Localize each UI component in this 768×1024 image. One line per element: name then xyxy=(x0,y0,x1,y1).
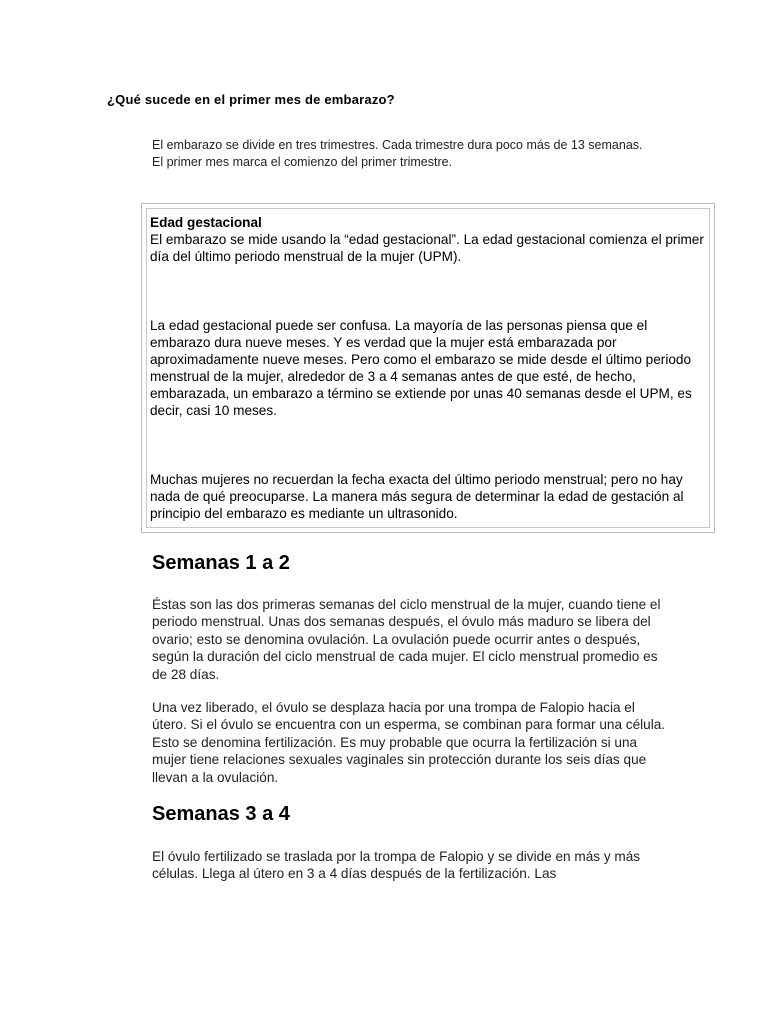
section-heading-weeks-3-4: Semanas 3 a 4 xyxy=(152,803,290,825)
gestational-age-paragraph: La edad gestacional puede ser confusa. La mayoría de las personas piensa que el embarazo dura nueve meses. Y es verdad que la mujer está embarazada por aproximadamente nueve meses. Pero como el embarazo se mide desde el último periodo menstrual de la mujer, alrededor de 3 a 4 semanas antes de que esté, de hecho, embarazada, un embarazo a término se extiende por unas 40 semanas desde el UPM, es decir, casi 10 meses. xyxy=(150,318,692,418)
section-heading-weeks-1-2: Semanas 1 a 2 xyxy=(152,552,290,574)
section-paragraph: El óvulo fertilizado se traslada por la trompa de Falopio y se divide en más y más células. Llega al útero en 3 a 4 días después de la fertilización. Las xyxy=(152,849,641,882)
gestational-age-title: Edad gestacional xyxy=(150,215,262,230)
intro-paragraph: El embarazo se divide en tres trimestres. Cada trimestre dura poco más de 13 semanas. El primer mes marca el comienzo del primer trimestre. xyxy=(152,138,643,169)
page-title: ¿Qué sucede en el primer mes de embarazo? xyxy=(107,92,395,107)
gestational-age-paragraph: Muchas mujeres no recuerdan la fecha exacta del último periodo menstrual; pero no hay nada de qué preocuparse. La manera más segura de determinar la edad de gestación al principio del embarazo es mediante un ultrasonido. xyxy=(150,472,684,521)
gestational-age-box xyxy=(141,203,715,533)
section-paragraph: Una vez liberado, el óvulo se desplaza hacia por una trompa de Falopio hacia el útero. Si el óvulo se encuentra con un esperma, se combinan para formar una célula. Esto se denomina fertilización. Es muy probable que ocurra la fertilización si una mujer tiene relaciones sexuales vaginales sin protección durante los seis días que llevan a la ovulación. xyxy=(152,700,666,785)
gestational-age-paragraph: El embarazo se mide usando la “edad gestacional”. La edad gestacional comienza el primer día del último periodo menstrual de la mujer (UPM). xyxy=(150,232,704,264)
gestational-age-box-inner xyxy=(146,208,710,528)
section-paragraph: Éstas son las dos primeras semanas del ciclo menstrual de la mujer, cuando tiene el periodo menstrual. Unas dos semanas después, el óvulo más maduro se libera del ovario; esto se denomina ovulación. La ovulación puede ocurrir antes o después, según la duración del ciclo menstrual de cada mujer. El ciclo menstrual promedio es de 28 días. xyxy=(152,597,661,682)
